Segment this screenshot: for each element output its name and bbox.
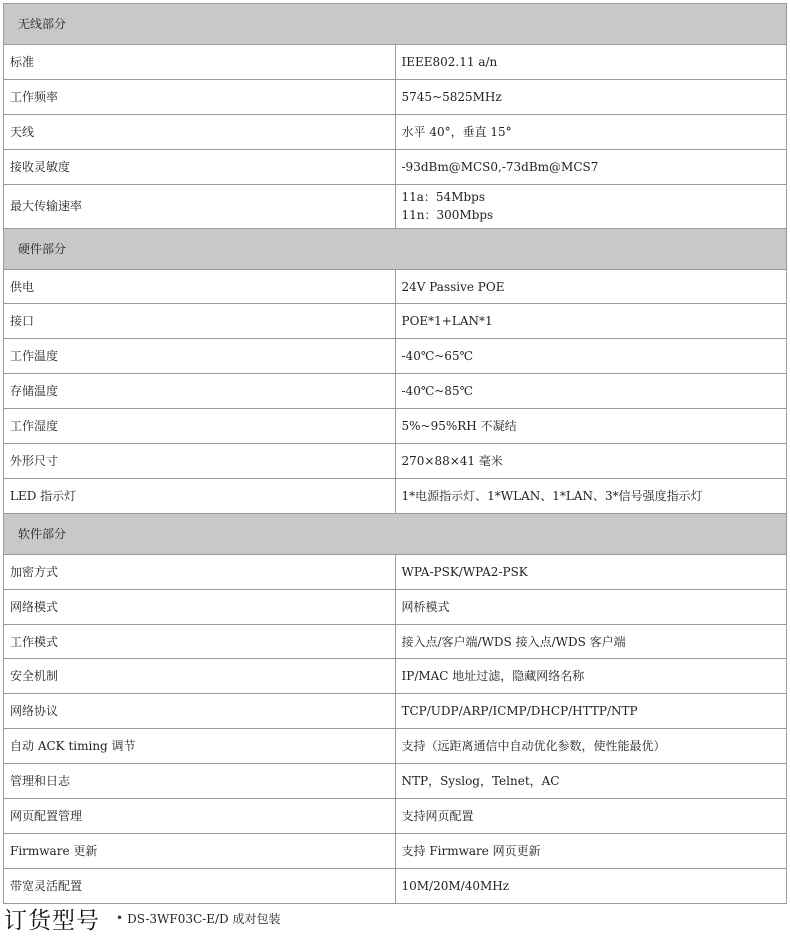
spec-value (395, 659, 787, 694)
spec-label: 网页配置管理 (4, 799, 396, 834)
table-row (4, 269, 787, 304)
table-row (4, 799, 787, 834)
spec-value (395, 799, 787, 834)
table-row (4, 79, 787, 114)
spec-value-line: -93dBm@MCS0,-73dBm@MCS7 (401, 159, 599, 174)
table-row (4, 184, 787, 228)
spec-value-line: 11n：300Mbps (401, 208, 494, 223)
table-row (4, 729, 787, 764)
spec-label: 工作温度 (4, 339, 396, 374)
spec-value-line: 接入点/客户端/WDS 接入点/WDS 客户端 (401, 634, 626, 649)
table-row (4, 114, 787, 149)
spec-label: 工作模式 (4, 624, 396, 659)
spec-value-line: IEEE802.11 a/n (401, 54, 498, 69)
spec-value-line: IP/MAC 地址过滤，隐藏网络名称 (401, 669, 585, 684)
spec-value (395, 374, 787, 409)
section-title: 软件部分 (4, 513, 787, 554)
table-row (4, 444, 787, 479)
order-info (4, 900, 280, 936)
spec-value (395, 729, 787, 764)
spec-label: 天线 (4, 114, 396, 149)
table-row (4, 764, 787, 799)
spec-label: 加密方式 (4, 554, 396, 589)
spec-label: 工作湿度 (4, 409, 396, 444)
spec-value (395, 269, 787, 304)
spec-value (395, 478, 787, 513)
spec-value-line: 网桥模式 (401, 599, 450, 614)
section-header (4, 228, 787, 269)
table-row (4, 554, 787, 589)
spec-label: 自动 ACK timing 调节 (4, 729, 396, 764)
spec-value (395, 868, 787, 903)
spec-label: 供电 (4, 269, 396, 304)
spec-value (395, 409, 787, 444)
spec-label: 存储温度 (4, 374, 396, 409)
spec-label: 工作频率 (4, 79, 396, 114)
spec-label: 安全机制 (4, 659, 396, 694)
spec-value (395, 444, 787, 479)
table-row (4, 374, 787, 409)
table-row (4, 409, 787, 444)
table-row (4, 624, 787, 659)
table-row (4, 478, 787, 513)
spec-label: 标准 (4, 45, 396, 80)
section-title: 硬件部分 (4, 228, 787, 269)
table-row (4, 589, 787, 624)
spec-value-line: WPA-PSK/WPA2-PSK (401, 564, 528, 579)
spec-value-line: 5%~95%RH 不凝结 (401, 419, 517, 434)
spec-value (395, 554, 787, 589)
spec-value-line: 270×88×41 毫米 (401, 453, 503, 468)
spec-value (395, 833, 787, 868)
spec-value-line: 水平 40°，垂直 15° (401, 124, 512, 139)
order-title: 订货型号 (4, 907, 100, 934)
spec-value (395, 114, 787, 149)
spec-value (395, 149, 787, 184)
section-header (4, 513, 787, 554)
table-row (4, 694, 787, 729)
spec-value (395, 589, 787, 624)
table-row (4, 659, 787, 694)
spec-value-line: 5745~5825MHz (401, 89, 502, 104)
spec-value-line: 1*电源指示灯、1*WLAN、1*LAN、3*信号强度指示灯 (401, 488, 703, 503)
spec-table-body (4, 4, 787, 904)
spec-label: 网络模式 (4, 589, 396, 624)
spec-label: 接收灵敏度 (4, 149, 396, 184)
spec-value-line: POE*1+LAN*1 (401, 314, 493, 329)
table-row (4, 868, 787, 903)
spec-value (395, 624, 787, 659)
spec-value-line: -40℃~85℃ (401, 384, 473, 399)
spec-value-line: -40℃~65℃ (401, 349, 473, 364)
spec-label: LED 指示灯 (4, 478, 396, 513)
spec-value (395, 45, 787, 80)
spec-value (395, 79, 787, 114)
table-row (4, 45, 787, 80)
section-title: 无线部分 (4, 4, 787, 45)
bullet-icon: • (116, 911, 124, 925)
table-row (4, 304, 787, 339)
spec-value (395, 304, 787, 339)
spec-value-line: TCP/UDP/ARP/ICMP/DHCP/HTTP/NTP (401, 704, 638, 719)
spec-value-line: 11a：54Mbps (401, 190, 486, 205)
section-header (4, 4, 787, 45)
order-item: DS-3WF03C-E/D 成对包装 (127, 911, 281, 926)
spec-label: 管理和日志 (4, 764, 396, 799)
spec-value-line: 支持 Firmware 网页更新 (401, 843, 541, 858)
spec-label: 带宽灵活配置 (4, 868, 396, 903)
spec-table (3, 3, 787, 904)
table-row (4, 833, 787, 868)
spec-value-line: 10M/20M/40MHz (401, 878, 510, 893)
spec-label: 最大传输速率 (4, 184, 396, 228)
spec-value (395, 764, 787, 799)
table-row (4, 149, 787, 184)
table-row (4, 339, 787, 374)
spec-value (395, 694, 787, 729)
spec-label: 外形尺寸 (4, 444, 396, 479)
spec-value-line: 24V Passive POE (401, 279, 505, 294)
spec-value-line: 支持（远距离通信中自动优化参数，使性能最优） (401, 739, 666, 754)
spec-value (395, 184, 787, 228)
spec-value-line: 支持网页配置 (401, 808, 474, 823)
spec-label: 网络协议 (4, 694, 396, 729)
spec-label: Firmware 更新 (4, 833, 396, 868)
spec-label: 接口 (4, 304, 396, 339)
spec-value (395, 339, 787, 374)
spec-value-line: NTP，Syslog，Telnet，AC (401, 774, 560, 789)
